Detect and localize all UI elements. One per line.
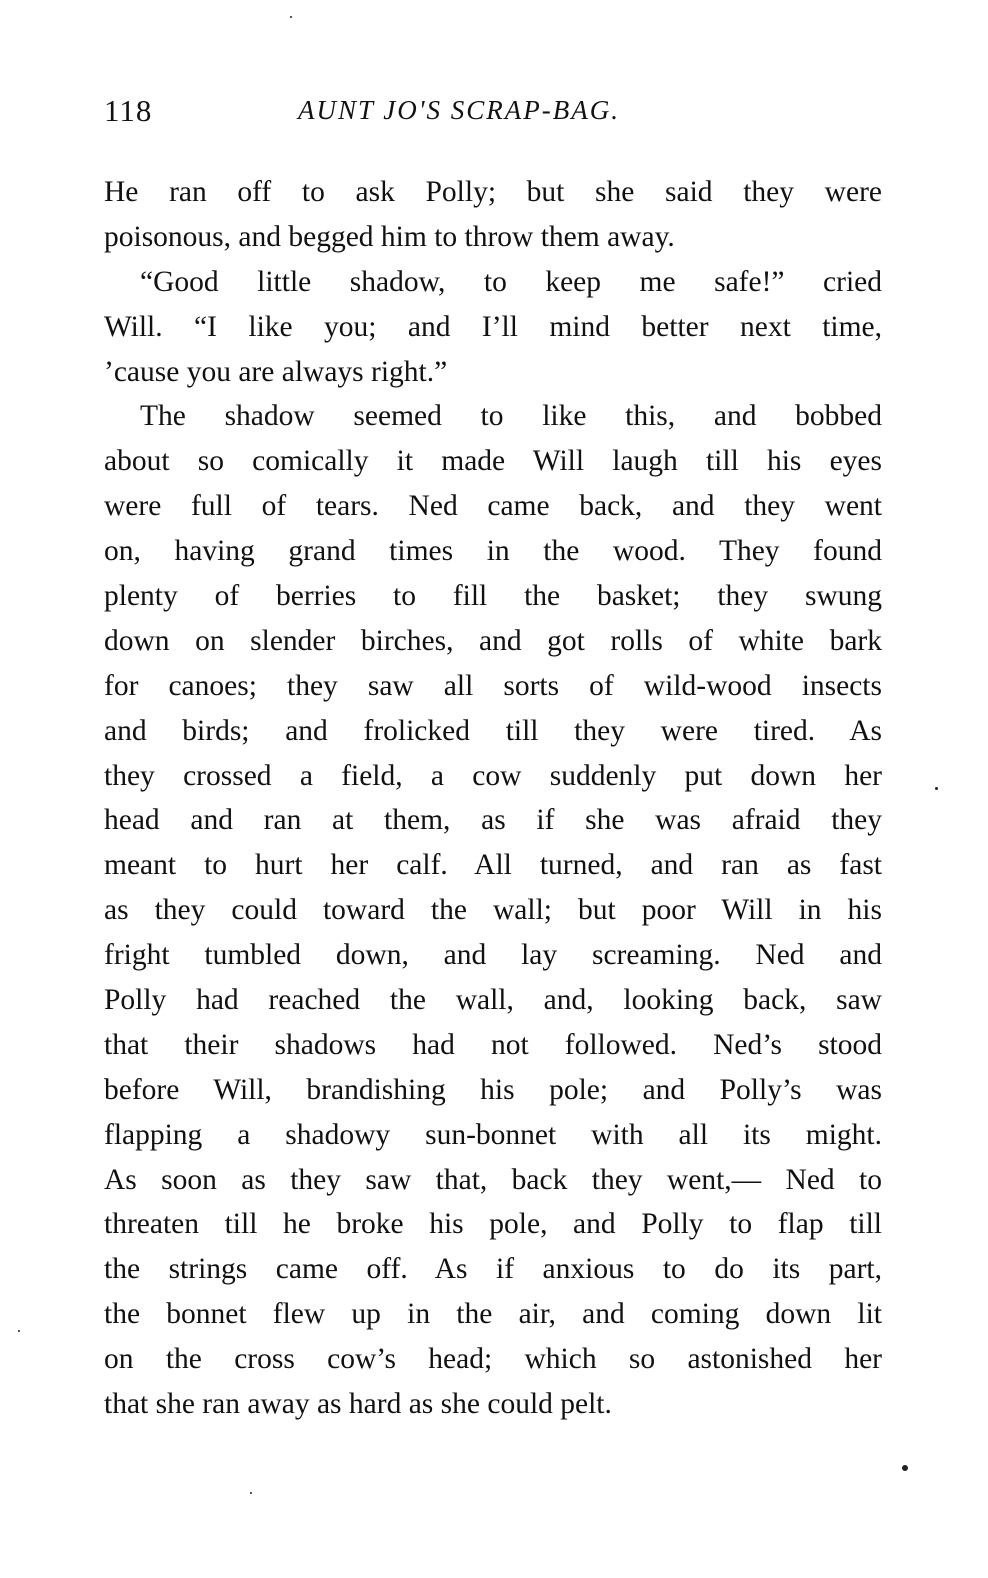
ink-speck bbox=[902, 1465, 908, 1471]
text-line: plenty of berries to fill the basket; they swung bbox=[104, 580, 882, 613]
page-header bbox=[104, 93, 894, 133]
ink-speck bbox=[935, 787, 938, 790]
text-line: the strings came off. As if anxious to do its part, bbox=[104, 1253, 882, 1286]
text-line: Polly had reached the wall, and, looking back, saw bbox=[104, 984, 882, 1017]
text-line: Will. “I like you; and I’ll mind better next time, bbox=[104, 310, 882, 343]
text-line: flapping a shadowy sun-bonnet with all its might. bbox=[104, 1118, 882, 1151]
text-line: that their shadows had not followed. Ned’s stood bbox=[104, 1028, 882, 1061]
ink-speck bbox=[250, 1492, 252, 1494]
text-line: the bonnet flew up in the air, and coming down lit bbox=[104, 1298, 882, 1331]
text-line: about so comically it made Will laugh till his eyes bbox=[104, 445, 882, 478]
text-line: down on slender birches, and got rolls of white bark bbox=[104, 624, 882, 657]
text-line: they crossed a field, a cow suddenly put down her bbox=[104, 759, 882, 792]
text-line: were full of tears. Ned came back, and they went bbox=[104, 490, 882, 523]
text-line: before Will, brandishing his pole; and Polly’s was bbox=[104, 1073, 882, 1106]
text-line: and birds; and frolicked till they were tired. As bbox=[104, 714, 882, 747]
running-title: AUNT JO'S SCRAP-BAG. bbox=[298, 95, 620, 125]
text-line: “Good little shadow, to keep me safe!” cried bbox=[140, 265, 882, 298]
text-line: As soon as they saw that, back they went,— Ned to bbox=[104, 1163, 882, 1196]
body-text bbox=[104, 170, 882, 1427]
text-line: head and ran at them, as if she was afraid they bbox=[104, 804, 882, 837]
text-line: that she ran away as hard as she could pelt. bbox=[104, 1388, 612, 1421]
text-line: poisonous, and begged him to throw them away. bbox=[104, 220, 675, 253]
text-line: He ran off to ask Polly; but she said they were bbox=[104, 176, 882, 208]
ink-speck bbox=[18, 1330, 20, 1332]
text-line: meant to hurt her calf. All turned, and ran as fast bbox=[104, 849, 882, 882]
text-line: as they could toward the wall; but poor Will in his bbox=[104, 894, 882, 927]
text-line: fright tumbled down, and lay screaming. Ned and bbox=[104, 939, 882, 972]
page-number: 118 bbox=[104, 93, 153, 128]
text-line: on the cross cow’s head; which so astonished her bbox=[104, 1343, 882, 1376]
text-line: for canoes; they saw all sorts of wild-wood insects bbox=[104, 669, 882, 702]
text-line: on, having grand times in the wood. They found bbox=[104, 535, 882, 568]
text-line: ’cause you are always right.” bbox=[104, 355, 448, 388]
text-line: The shadow seemed to like this, and bobbed bbox=[140, 400, 882, 433]
ink-speck bbox=[290, 16, 292, 18]
text-line: threaten till he broke his pole, and Polly to flap till bbox=[104, 1208, 882, 1241]
